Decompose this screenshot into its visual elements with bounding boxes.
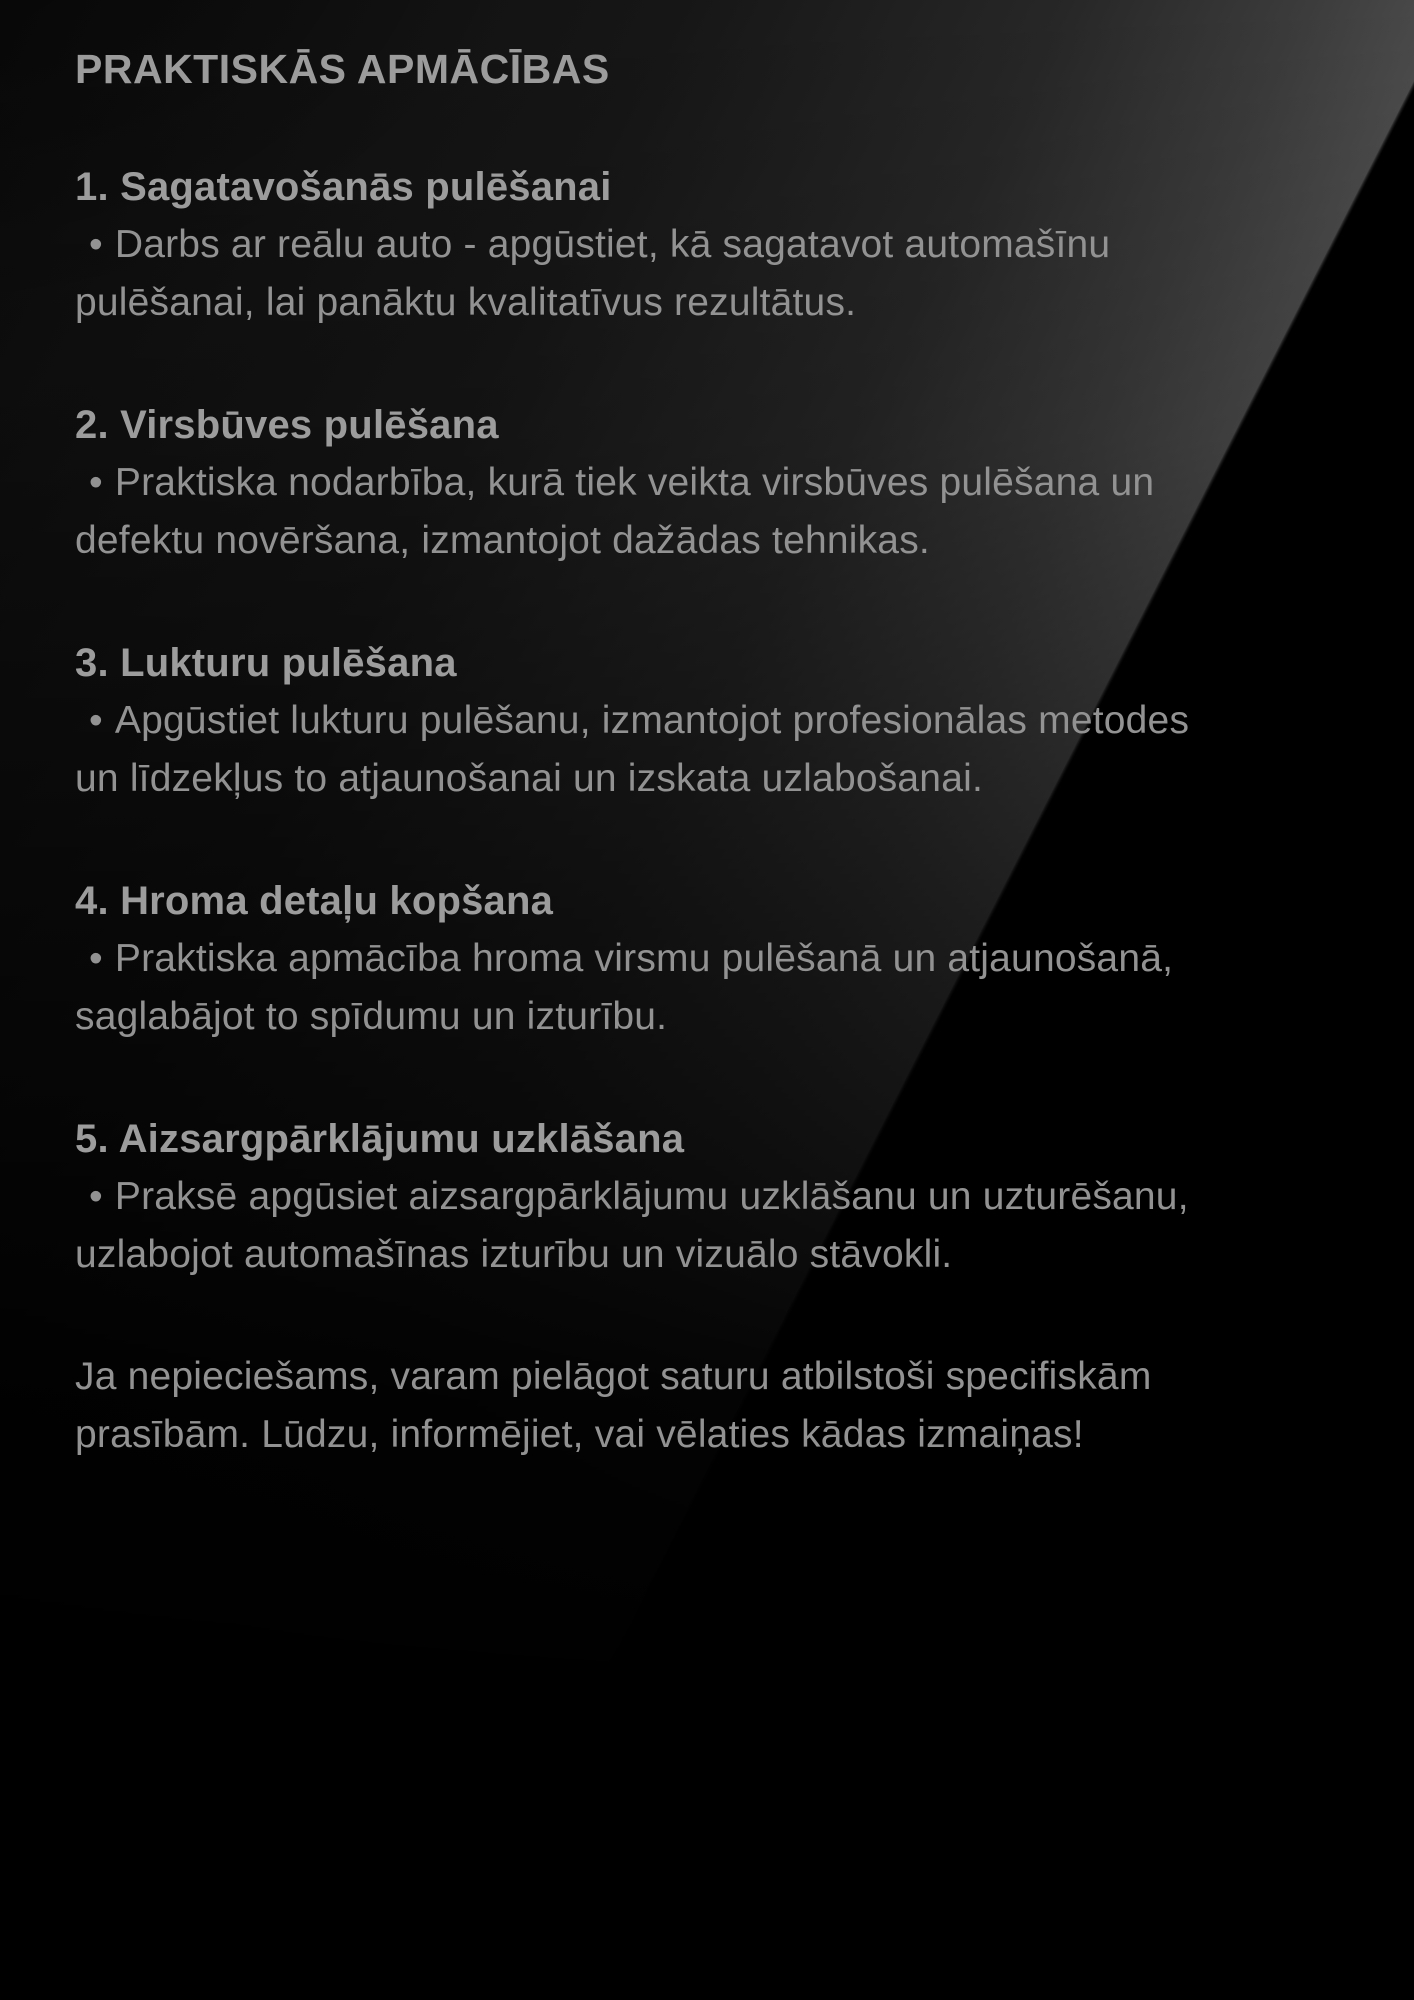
bullet-text: Praktiska nodarbība, kurā tiek veikta virsbūves pulēšana un (114, 461, 1155, 504)
bullet-text: Darbs ar reālu auto - apgūstiet, kā sagatavot automašīnu (114, 223, 1111, 266)
bullet-text: Praktiska apmācība hroma virsmu pulēšanā un atjaunošanā, (114, 937, 1174, 980)
section-heading: 4. Hroma detaļu kopšana (75, 879, 554, 923)
footer-note (75, 1348, 1354, 1464)
page-title: PRAKTISKĀS APMĀCĪBAS (75, 46, 610, 92)
bullet-line (75, 930, 1354, 988)
section-hroma (75, 872, 1354, 1046)
bullet-line (75, 1168, 1354, 1226)
section-sagatavosanas (75, 158, 1354, 332)
section-virsbuves (75, 396, 1354, 570)
bullet-icon: • (89, 461, 103, 504)
section-aizsargparklajumu (75, 1110, 1354, 1284)
body-line: uzlabojot automašīnas izturību un vizuālo stāvokli. (75, 1233, 953, 1276)
section-heading: 2. Virsbūves pulēšana (75, 403, 499, 447)
section-heading: 1. Sagatavošanās pulēšanai (75, 165, 612, 209)
bullet-line (75, 454, 1354, 512)
bullet-text: Praksē apgūsiet aizsargpārklājumu uzklāšanu un uzturēšanu, (114, 1175, 1189, 1218)
bullet-line (75, 692, 1354, 750)
body-line: un līdzekļus to atjaunošanai un izskata uzlabošanai. (75, 757, 983, 800)
body-line: saglabājot to spīdumu un izturību. (75, 995, 668, 1038)
body-line: defektu novēršana, izmantojot dažādas tehnikas. (75, 519, 930, 562)
bullet-icon: • (89, 223, 103, 266)
section-heading: 3. Lukturu pulēšana (75, 641, 457, 685)
bullet-line (75, 216, 1354, 274)
footer-line: prasībām. Lūdzu, informējiet, vai vēlaties kādas izmaiņas! (75, 1413, 1084, 1456)
bullet-icon: • (89, 699, 103, 742)
bullet-text: Apgūstiet lukturu pulēšanu, izmantojot profesionālas metodes (114, 699, 1190, 742)
section-lukturu (75, 634, 1354, 808)
section-heading: 5. Aizsargpārklājumu uzklāšana (75, 1117, 685, 1161)
bullet-icon: • (89, 1175, 103, 1218)
bullet-icon: • (89, 937, 103, 980)
footer-line: Ja nepieciešams, varam pielāgot saturu atbilstoši specifiskām (75, 1355, 1152, 1398)
body-line: pulēšanai, lai panāktu kvalitatīvus rezultātus. (75, 281, 857, 324)
